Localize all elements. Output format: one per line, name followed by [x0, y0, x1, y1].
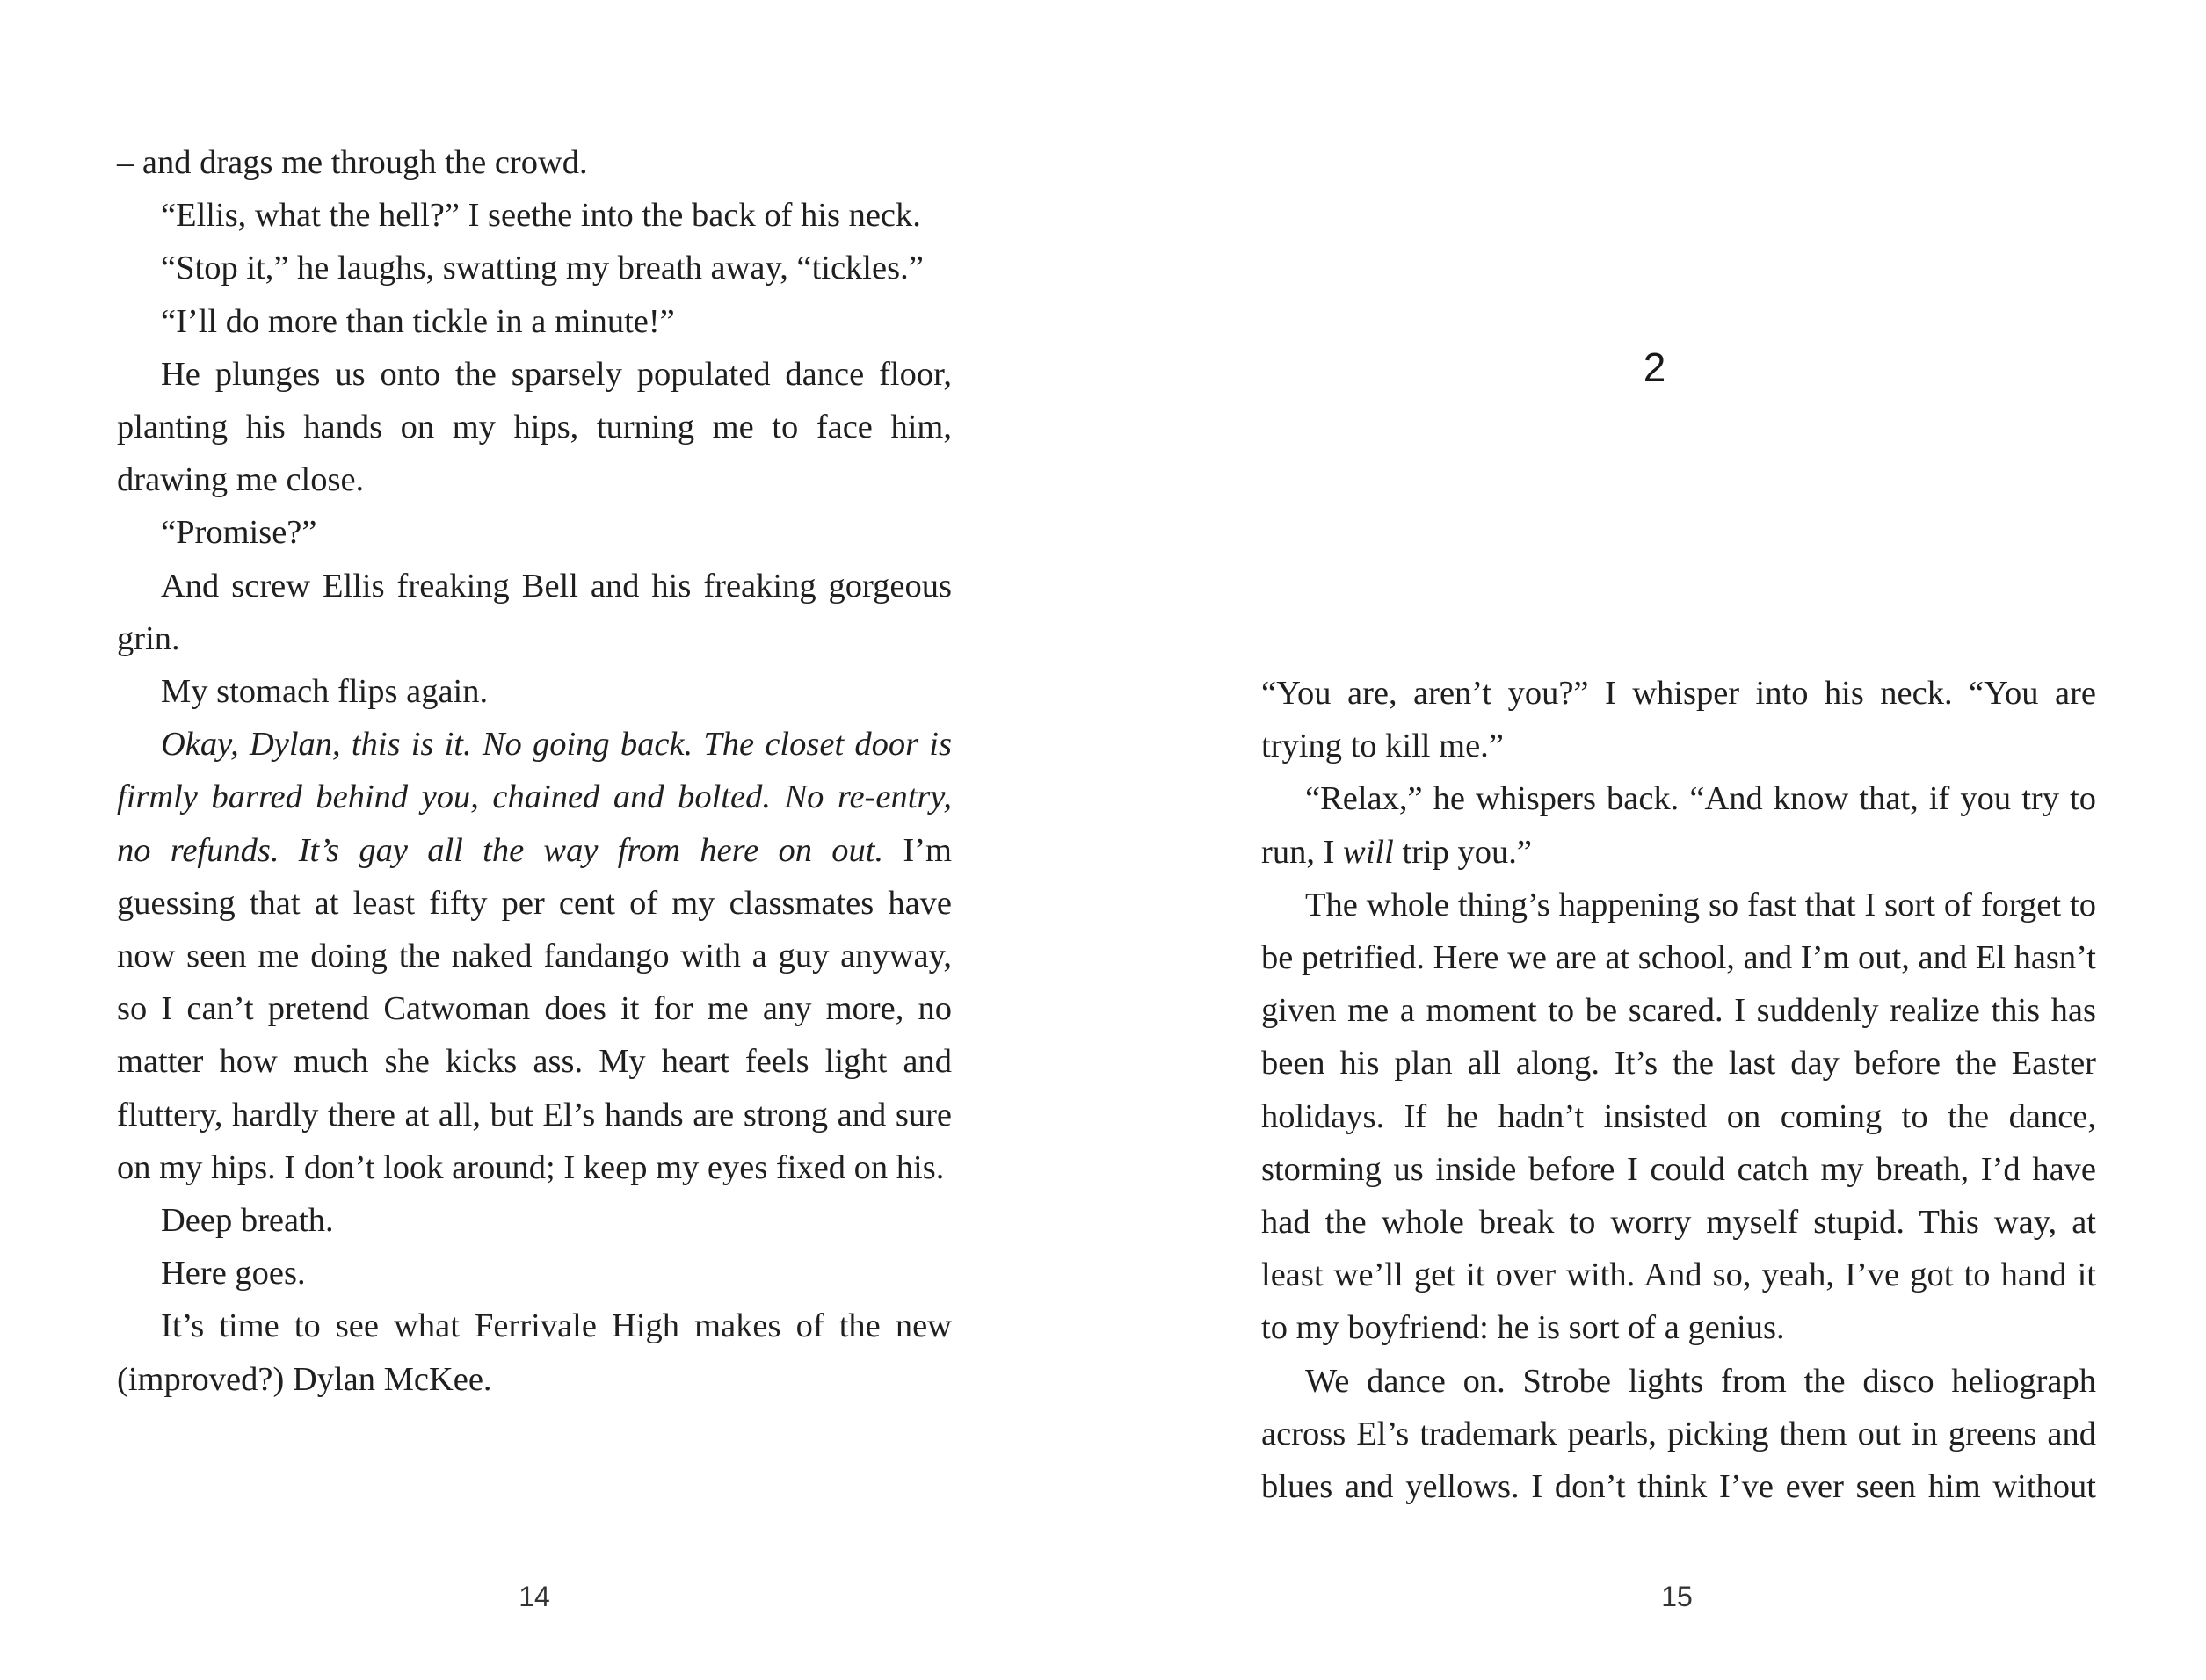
paragraph: “You are, aren’t you?” I whisper into his neck. “You are trying to kill me.”	[1261, 675, 2096, 765]
right-page-text	[1261, 667, 2096, 1513]
left-page-text	[117, 136, 952, 1406]
paragraph-text: trip you.”	[1393, 833, 1532, 871]
paragraph: Deep breath.	[161, 1202, 334, 1240]
paragraph: It’s time to see what Ferrivale High makes of the new (improved?) Dylan McKee.	[117, 1307, 952, 1398]
paragraph	[1261, 772, 2096, 878]
paragraph: “I’ll do more than tickle in a minute!”	[161, 302, 675, 340]
paragraph: And screw Ellis freaking Bell and his freaking gorgeous grin.	[117, 567, 952, 657]
page-number: 14	[519, 1581, 550, 1612]
paragraph: The whole thing’s happening so fast that I sort of forget to be petrified. Here we are at school, and I’m out, and El hasn’t given me a moment to be scared. I suddenly realize this has been his plan all along. It’s the last day before the Easter holidays. If he hadn’t insisted on coming to the dance, storming us inside before I could catch my breath, I’d have had the whole break to worry myself stupid. This way, at least we’ll get it over with. And so, yeah, I’ve got to hand it to my boyfriend: he is sort of a genius.	[1261, 886, 2096, 1347]
paragraph: Here goes.	[161, 1255, 306, 1293]
paragraph: He plunges us onto the sparsely populated dance floor, planting his hands on my hips, turning me to face him, drawing me close.	[117, 355, 952, 499]
italic-word: will	[1343, 833, 1394, 871]
page-number: 15	[1661, 1581, 1693, 1612]
paragraph: “Stop it,” he laughs, swatting my breath away, “tickles.”	[161, 250, 924, 287]
paragraph-continuation: I’m guessing that at least fifty per cent of my classmates have now seen me doing the naked fandango with a guy anyway, so I can’t pretend Catwoman does it for me any more, no matter how much she kicks ass. My heart feels light and fluttery, hardly there at all, but El’s hands are strong and sure on my hips. I don’t look around; I keep my eyes fixed on his.	[117, 831, 952, 1186]
right-page	[1103, 0, 2206, 1680]
paragraph: My stomach flips again.	[161, 673, 489, 711]
paragraph: We dance on. Strobe lights from the disco heliograph across El’s trademark pearls, picking them out in greens and blues and yellows. I don’t think I’ve ever seen him without	[1261, 1362, 2096, 1506]
paragraph: “Promise?”	[161, 514, 317, 552]
paragraph-text: “Relax,” he whispers back. “And know that, if you try to run, I	[1261, 780, 2096, 871]
chapter-number: 2	[1643, 344, 1666, 390]
inner-monologue-paragraph	[117, 718, 952, 1194]
italic-thought: Okay, Dylan, this is it. No going back. The closet door is firmly barred behind you, chained and bolted. No re-entry, no refunds. It’s gay all the way from here on out.	[117, 726, 952, 869]
paragraph: – and drags me through the crowd.	[117, 144, 588, 181]
paragraph: “Ellis, what the hell?” I seethe into the back of his neck.	[161, 197, 921, 235]
